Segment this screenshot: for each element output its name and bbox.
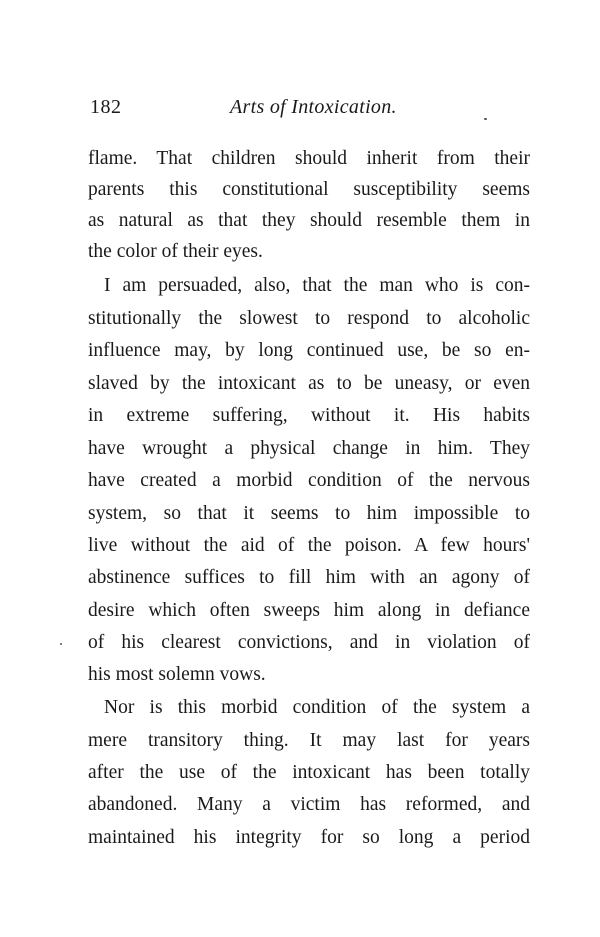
text-line: the color of their eyes. xyxy=(88,241,263,262)
text-line: system, so that it seems to him impossible to xyxy=(88,503,530,524)
page-number: 182 xyxy=(90,96,122,118)
text-line: as natural as that they should resemble them in xyxy=(88,210,530,231)
running-title: Arts of Intoxication. xyxy=(230,96,397,118)
text-line: have wrought a physical change in him. They xyxy=(88,438,530,459)
text-line: I am persuaded, also, that the man who is con- xyxy=(104,275,530,296)
text-line: influence may, by long continued use, be so en- xyxy=(88,340,530,361)
text-line: in extreme suffering, without it. His habits xyxy=(88,405,530,426)
text-line: parents this constitutional susceptibility seems xyxy=(88,179,530,200)
text-line: flame. That children should inherit from their xyxy=(88,148,530,169)
text-line: slaved by the intoxicant as to be uneasy, or even xyxy=(88,373,530,394)
text-line: his most solemn vows. xyxy=(88,664,266,685)
text-line: have created a morbid condition of the nervous xyxy=(88,470,530,491)
print-speck xyxy=(484,118,487,120)
text-line: Nor is this morbid condition of the system a xyxy=(104,697,530,718)
text-line: of his clearest convictions, and in violation of xyxy=(88,632,530,653)
text-line: live without the aid of the poison. A few hours' xyxy=(88,535,530,556)
text-line: abstinence suffices to fill him with an agony of xyxy=(88,567,530,588)
text-line: abandoned. Many a victim has reformed, and xyxy=(88,794,530,815)
text-line: mere transitory thing. It may last for years xyxy=(88,730,530,751)
text-line: desire which often sweeps him along in defiance xyxy=(88,600,530,621)
text-line: stitutionally the slowest to respond to alcoholic xyxy=(88,308,530,329)
print-speck xyxy=(60,643,62,645)
text-line: maintained his integrity for so long a period xyxy=(88,827,530,848)
text-line: after the use of the intoxicant has been totally xyxy=(88,762,530,783)
